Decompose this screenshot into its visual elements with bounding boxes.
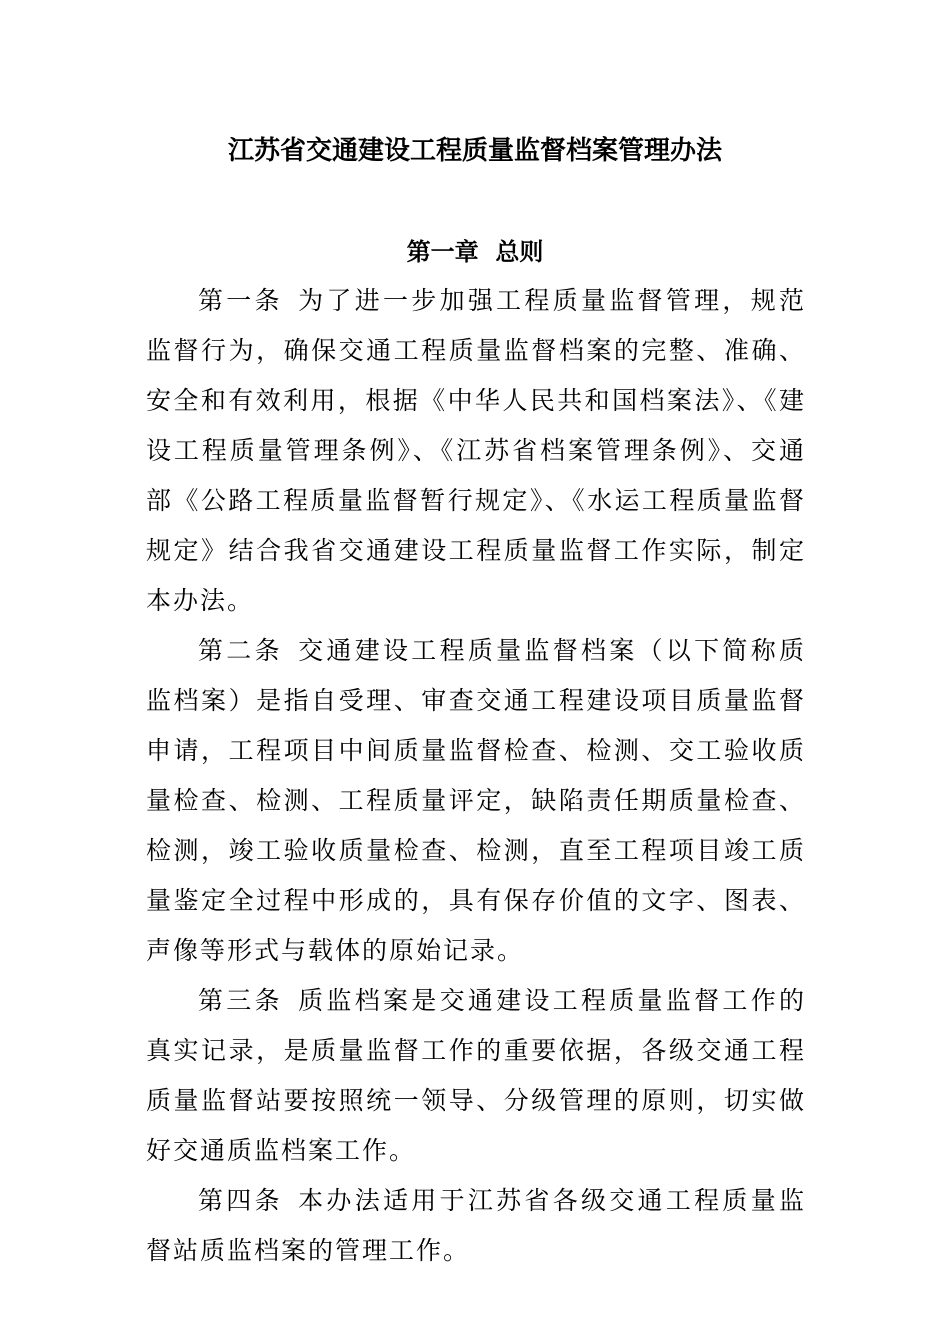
article-3-label: 第三条 — [198, 986, 283, 1015]
document-title: 江苏省交通建设工程质量监督档案管理办法 — [227, 136, 722, 166]
article-1 — [146, 276, 806, 626]
article-1-text: 为了进一步加强工程质量监督管理，规范监督行为，确保交通工程质量监督档案的完整、准确、安全和有效利用，根据《中华人民共和国档案法》、《建设工程质量管理条例》、《江苏省档案管理条例》、交通部《公路工程质量监督暂行规定》、《水运工程质量监督规定》结合我省交通建设工程质量监督工作实际，制定本办法。 — [146, 286, 806, 615]
article-4 — [146, 1176, 806, 1276]
article-4-text: 本办法适用于江苏省各级交通工程质量监督站质监档案的管理工作。 — [146, 1186, 806, 1265]
chapter-heading: 第一章 总则 — [406, 238, 544, 266]
article-4-label: 第四条 — [198, 1186, 283, 1215]
article-2 — [146, 626, 806, 976]
article-1-label: 第一条 — [198, 286, 283, 315]
document-body — [146, 276, 806, 1276]
article-2-text: 交通建设工程质量监督档案（以下简称质监档案）是指自受理、审查交通工程建设项目质量监督申请，工程项目中间质量监督检查、检测、交工验收质量检查、检测、工程质量评定，缺陷责任期质量检查、检测，竣工验收质量检查、检测，直至工程项目竣工质量鉴定全过程中形成的，具有保存价值的文字、图表、声像等形式与载体的原始记录。 — [146, 636, 806, 965]
article-2-label: 第二条 — [198, 636, 283, 665]
article-3 — [146, 976, 806, 1176]
article-3-text: 质监档案是交通建设工程质量监督工作的真实记录，是质量监督工作的重要依据，各级交通工程质量监督站要按照统一领导、分级管理的原则，切实做好交通质监档案工作。 — [146, 986, 806, 1165]
